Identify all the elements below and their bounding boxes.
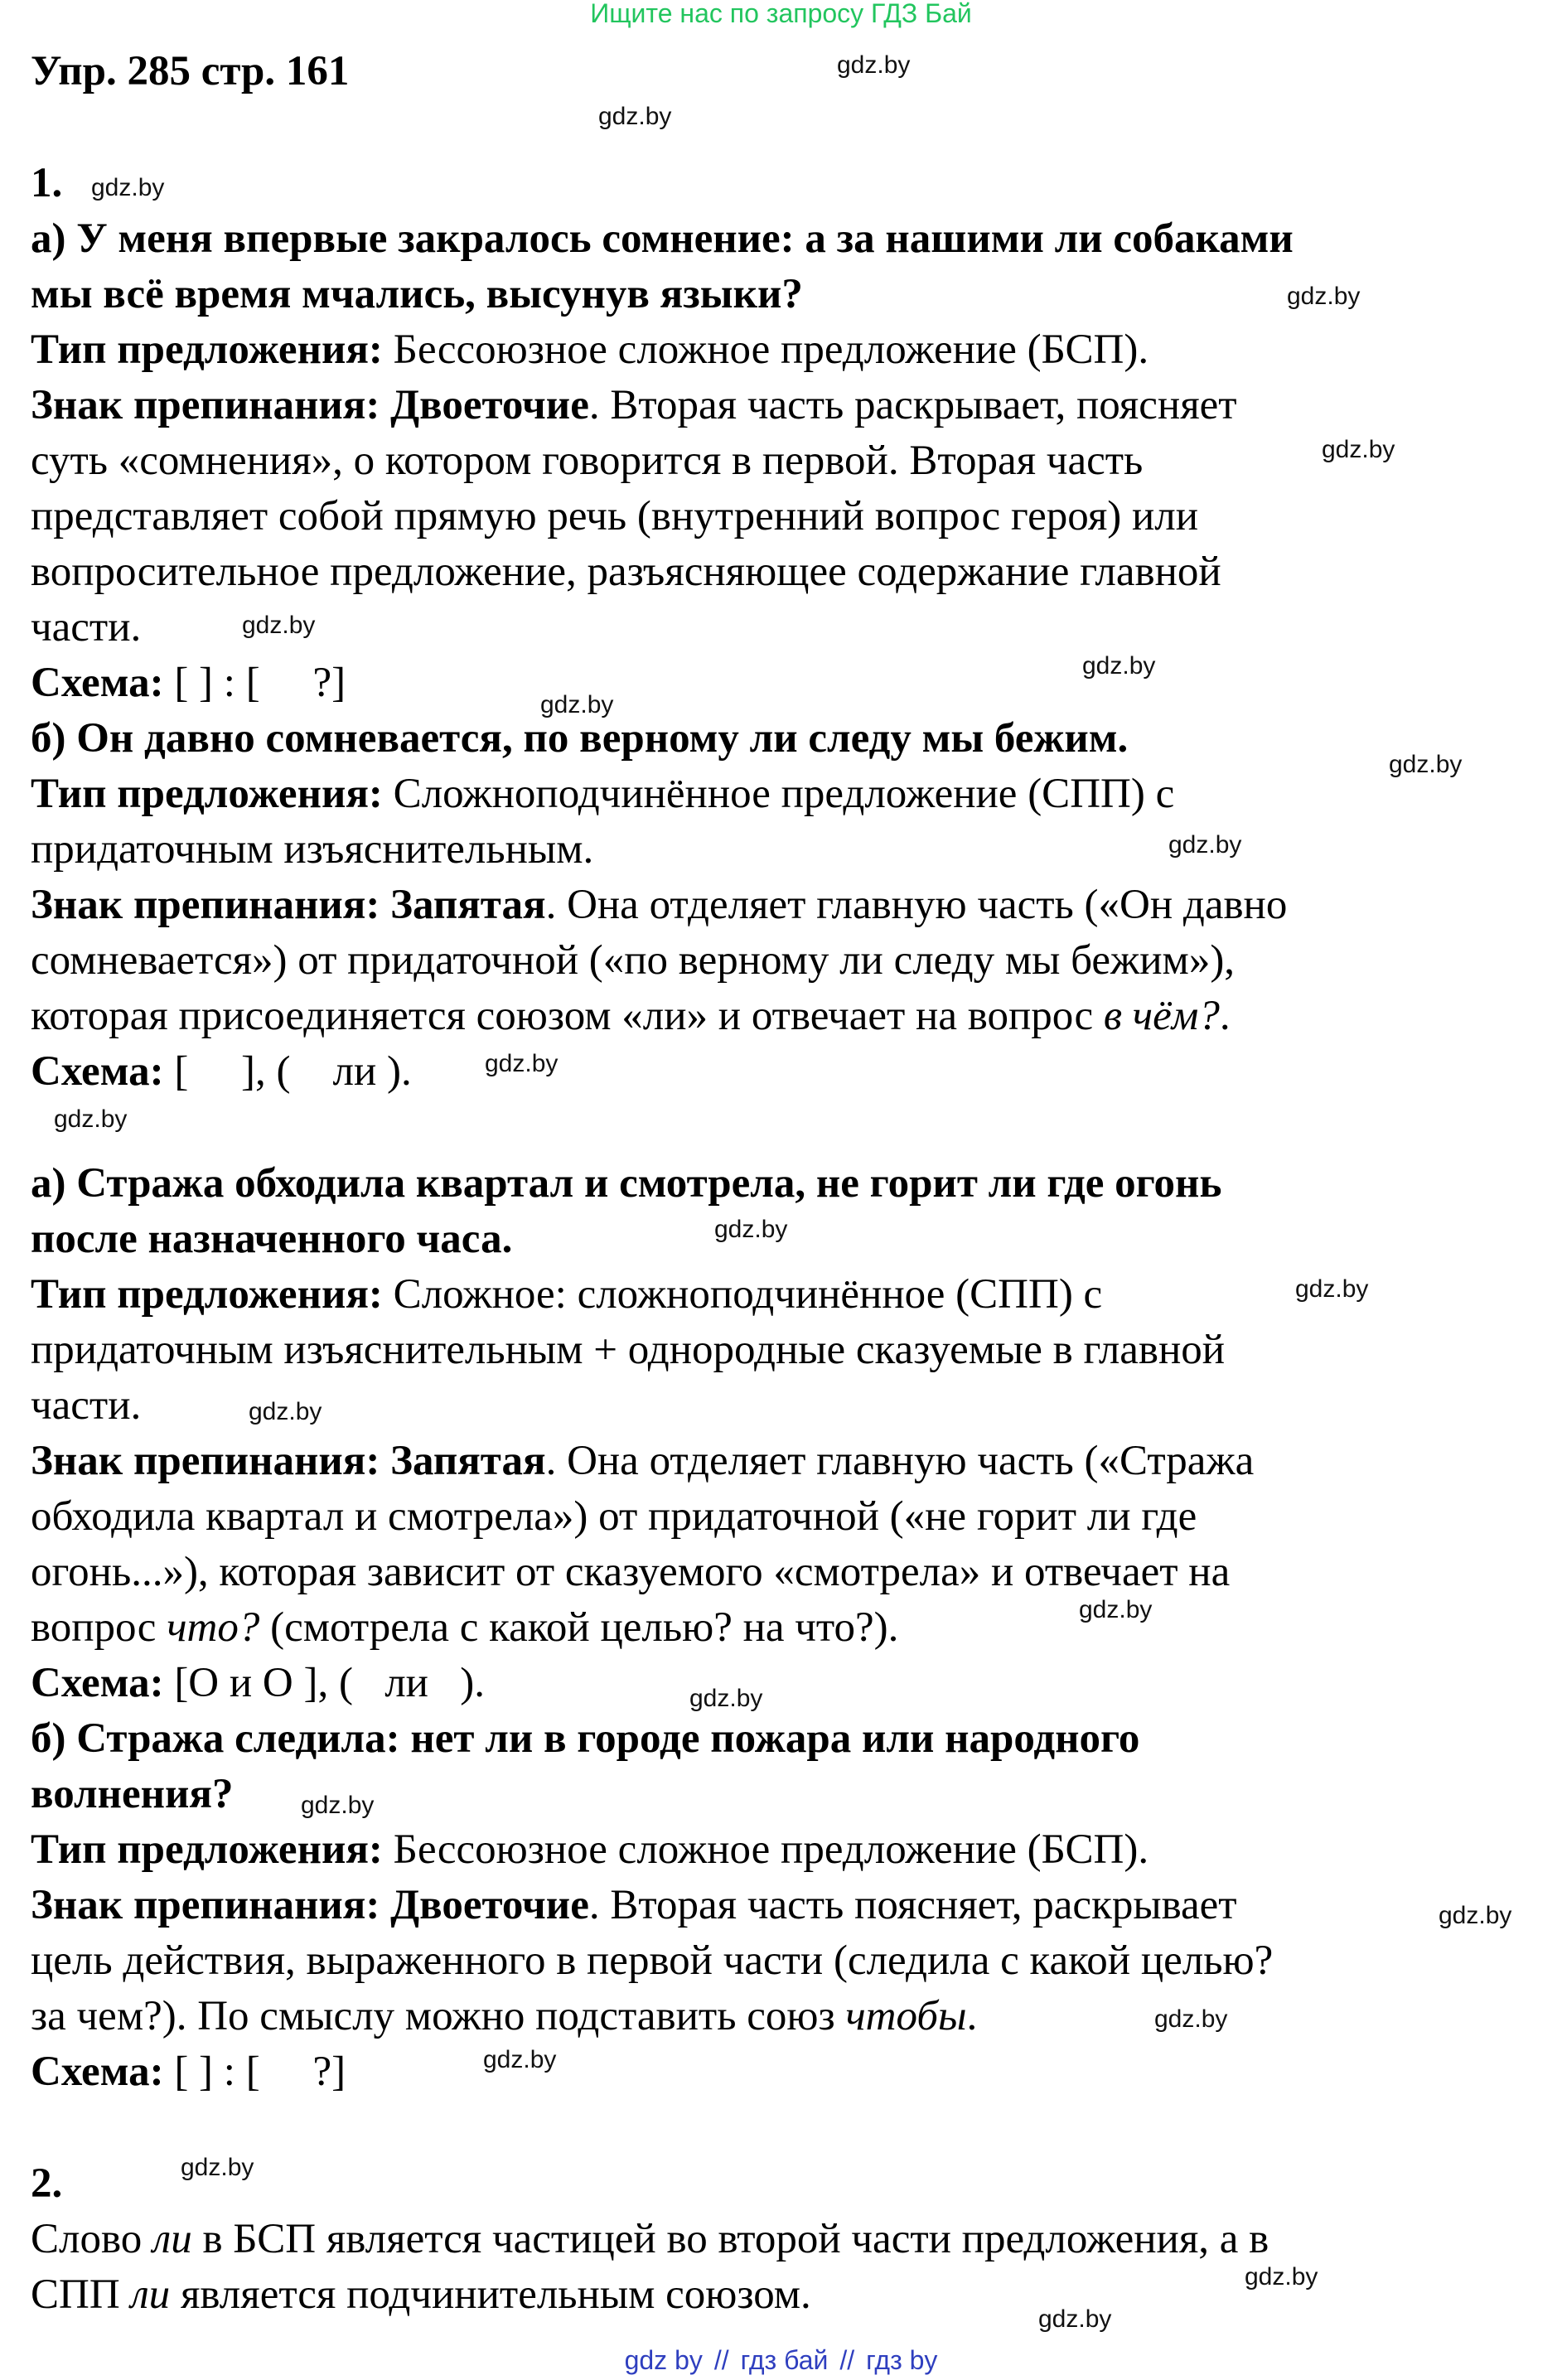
footer-links	[0, 2347, 1562, 2373]
footer-link-gdz-bai[interactable]: гдз бай	[740, 2345, 829, 2375]
punct-1b-line2: сомневается») от придаточной («по верному ли следу мы бежим»),	[31, 937, 1236, 984]
part2-text: Слово	[31, 2216, 152, 2262]
part2-line1	[31, 2218, 1269, 2261]
watermark: gdz.by	[540, 691, 614, 718]
punct-1a-line2: суть «сомнения», о котором говорится в первой. Вторая часть	[31, 438, 1144, 484]
sentence-2b-line1: б) Стража следила: нет ли в городе пожара или народного	[31, 1715, 1140, 1762]
punct-2b-line1	[31, 1884, 1237, 1927]
punct-label: Знак препинания: Двоеточие	[31, 1882, 589, 1928]
punct-label: Знак препинания: Двоеточие	[31, 382, 589, 428]
scheme-1a	[31, 662, 346, 704]
search-banner[interactable]: Ищите нас по запросу ГДЗ Бай	[590, 0, 972, 28]
type-label: Тип предложения:	[31, 1826, 383, 1873]
watermark: gdz.by	[1439, 1902, 1512, 1929]
watermark: gdz.by	[1389, 751, 1463, 778]
punct-label: Знак препинания: Запятая	[31, 1438, 546, 1484]
part2-line2	[31, 2271, 811, 2318]
punct-2a-line4	[31, 1604, 899, 1651]
sentence-2b-line2: волнения?	[31, 1771, 234, 1817]
punct-text: которая присоединяется союзом «ли» и отвечает на вопрос	[31, 993, 1104, 1039]
punct-2a-line2: обходила квартал и смотрела») от придаточной («не горит ли где	[31, 1493, 1197, 1540]
scheme-label: Схема:	[31, 660, 164, 706]
sentence-1b: б) Он давно сомневается, по верному ли следу мы бежим.	[31, 715, 1129, 762]
punct-2a-line3: огонь...»), которая зависит от сказуемого «смотрела» и отвечает на	[31, 1549, 1231, 1595]
part2-text-end: является подчинительным союзом.	[170, 2271, 811, 2318]
watermark: gdz.by	[1154, 2005, 1228, 2033]
sentence-2a-line2: после назначенного часа.	[31, 1216, 513, 1262]
sentence-1a-line1: а) У меня впервые закралось сомнение: а за нашими ли собаками	[31, 215, 1294, 262]
part-number-1: 1.	[31, 160, 63, 206]
punct-1a-line1	[31, 382, 1237, 428]
watermark: gdz.by	[1079, 1596, 1153, 1623]
watermark: gdz.by	[181, 2154, 254, 2181]
sentence-2a-line1: а) Стража обходила квартал и смотрела, не горит ли где огонь	[31, 1160, 1222, 1207]
scheme-text: [ ] : [ ?]	[163, 2049, 346, 2095]
watermark: gdz.by	[1295, 1275, 1369, 1303]
punct-1b-line3	[31, 995, 1231, 1038]
type-label: Тип предложения:	[31, 1271, 383, 1318]
punct-1b-line1	[31, 884, 1287, 926]
watermark: gdz.by	[1245, 2263, 1318, 2291]
watermark: gdz.by	[91, 174, 165, 201]
footer-link-gdz-by-2[interactable]: гдз by	[866, 2345, 938, 2375]
watermark: gdz.by	[242, 612, 316, 639]
footer-separator: //	[839, 2345, 855, 2375]
part2-italic: ли	[152, 2216, 192, 2262]
watermark: gdz.by	[1082, 652, 1156, 680]
punct-italic: в чём?	[1103, 993, 1220, 1039]
watermark: gdz.by	[1038, 2305, 1112, 2333]
punct-italic: что?	[167, 1604, 260, 1651]
type-1a	[31, 329, 1149, 371]
type-label: Тип предложения:	[31, 771, 383, 817]
scheme-label: Схема:	[31, 2049, 164, 2095]
scheme-label: Схема:	[31, 1048, 164, 1095]
watermark: gdz.by	[1168, 831, 1242, 859]
watermark: gdz.by	[485, 1050, 559, 1077]
part2-text: СПП	[31, 2271, 131, 2318]
punct-text: за чем?). По смыслу можно подставить союз	[31, 1993, 846, 2039]
punct-2a-line1	[31, 1440, 1254, 1483]
watermark: gdz.by	[598, 103, 672, 130]
punct-text-end: .	[1219, 993, 1231, 1039]
watermark: gdz.by	[249, 1398, 322, 1425]
part-number-2: 2.	[31, 2160, 63, 2207]
punct-text-end: .	[966, 1993, 978, 2039]
punct-text: . Вторая часть раскрывает, поясняет	[588, 382, 1237, 428]
watermark: gdz.by	[714, 1216, 788, 1243]
punct-text: вопрос	[31, 1604, 167, 1651]
scheme-2b	[31, 2051, 346, 2093]
type-2b	[31, 1826, 1149, 1873]
punct-2b-line2: цель действия, выраженного в первой части (следила с какой целью?	[31, 1937, 1274, 1984]
type-1b-line2: придаточным изъяснительным.	[31, 826, 594, 873]
scheme-2a	[31, 1662, 485, 1705]
watermark: gdz.by	[837, 51, 911, 79]
type-2a-line3: части.	[31, 1382, 142, 1429]
type-text: Сложноподчинённое предложение (СПП) с	[382, 771, 1175, 817]
watermark: gdz.by	[483, 2046, 557, 2073]
punct-text-end: (смотрела с какой целью? на что?).	[259, 1604, 899, 1651]
footer-separator: //	[713, 2345, 729, 2375]
watermark: gdz.by	[301, 1792, 375, 1819]
scheme-label: Схема:	[31, 1660, 164, 1706]
type-label: Тип предложения:	[31, 327, 383, 373]
watermark: gdz.by	[1287, 283, 1361, 310]
type-1b-line1	[31, 773, 1174, 815]
type-text: Бессоюзное сложное предложение (БСП).	[382, 327, 1149, 373]
punct-1a-line3: представляет собой прямую речь (внутренний вопрос героя) или	[31, 493, 1199, 539]
watermark: gdz.by	[54, 1105, 128, 1133]
page-title: Упр. 285 стр. 161	[31, 48, 350, 94]
punct-text: . Она отделяет главную часть («Стража	[545, 1438, 1255, 1484]
type-text: Сложное: сложноподчинённое (СПП) с	[382, 1271, 1103, 1318]
punct-1a-line5: части.	[31, 604, 142, 651]
scheme-1b	[31, 1048, 412, 1095]
footer-link-gdz-by[interactable]: gdz by	[624, 2345, 703, 2375]
punct-text: . Она отделяет главную часть («Он давно	[545, 882, 1288, 928]
watermark: gdz.by	[689, 1685, 763, 1712]
part2-italic: ли	[130, 2271, 171, 2318]
punct-label: Знак препинания: Запятая	[31, 882, 546, 928]
punct-text: . Вторая часть поясняет, раскрывает	[588, 1882, 1237, 1928]
type-2a-line1	[31, 1271, 1103, 1318]
type-2a-line2: придаточным изъяснительным + однородные сказуемые в главной	[31, 1327, 1226, 1373]
scheme-text: [ ] : [ ?]	[163, 660, 346, 706]
part2-text-end: в БСП является частицей во второй части предложения, а в	[191, 2216, 1269, 2262]
watermark: gdz.by	[1322, 436, 1395, 463]
punct-1a-line4: вопросительное предложение, разъясняющее содержание главной	[31, 549, 1221, 595]
type-text: Бессоюзное сложное предложение (БСП).	[382, 1826, 1149, 1873]
punct-2b-line3	[31, 1995, 977, 2038]
punct-italic: чтобы	[845, 1993, 967, 2039]
sentence-1a-line2: мы всё время мчались, высунув языки?	[31, 271, 803, 317]
scheme-text: [ ], ( ли ).	[163, 1048, 412, 1095]
scheme-text: [О и О ], ( ли ).	[163, 1660, 485, 1706]
